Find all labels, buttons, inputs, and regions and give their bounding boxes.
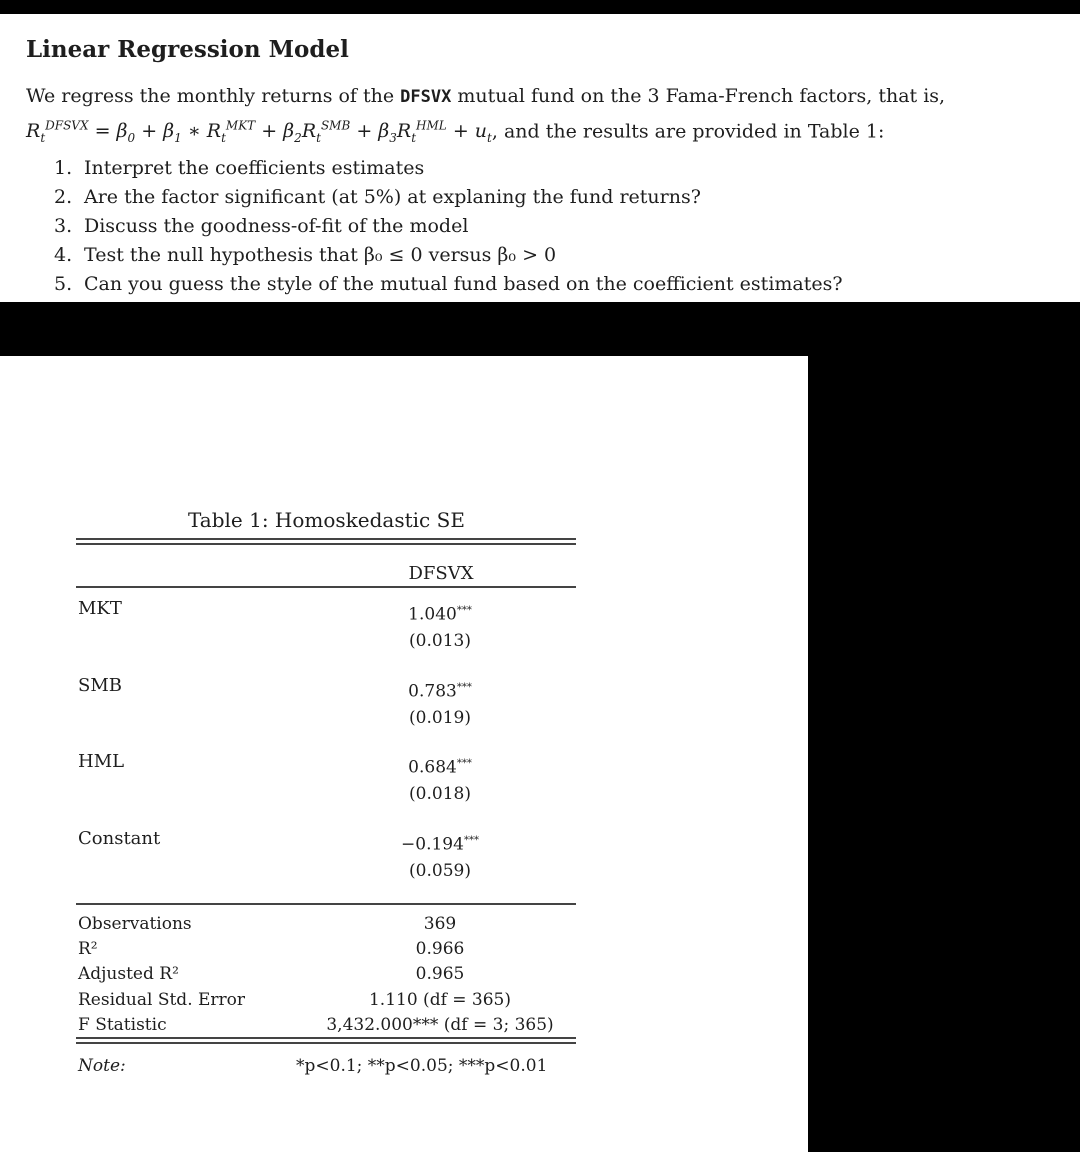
row-label-hml: HML xyxy=(78,751,125,772)
list-item: 2. Are the factor significant (at 5%) at explaning the fund returns? xyxy=(54,186,701,208)
significance-note: *p<0.1; **p<0.05; ***p<0.01 xyxy=(296,1056,548,1076)
table-bottom-rule xyxy=(76,1042,576,1044)
list-item: 3. Discuss the goodness-of-fit of the model xyxy=(54,215,469,237)
stat-label: F Statistic xyxy=(78,1015,167,1035)
stats-rule xyxy=(76,903,576,905)
table-bottom-rule xyxy=(76,1037,576,1039)
stat-label: Observations xyxy=(78,914,192,934)
stat-value: 0.966 xyxy=(415,939,465,959)
row-label-mkt: MKT xyxy=(78,598,122,619)
note-label: Note: xyxy=(78,1056,126,1076)
list-item: 1. Interpret the coefficients estimates xyxy=(54,157,425,179)
list-item: 5. Can you guess the style of the mutual fund based on the coefficient estimates? xyxy=(54,273,843,295)
list-item: 4. Test the null hypothesis that β₀ ≤ 0 versus β₀ > 0 xyxy=(54,244,557,266)
table-top-rule xyxy=(76,538,576,540)
section-heading: Linear Regression Model xyxy=(26,36,349,63)
row-label-constant: Constant xyxy=(78,828,161,849)
header-rule xyxy=(76,586,576,588)
stat-value: 3,432.000*** (df = 3; 365) xyxy=(326,1015,554,1035)
coef-mkt: 1.040*** (0.013) xyxy=(408,604,472,651)
stat-label: R² xyxy=(78,939,98,959)
stat-label: Adjusted R² xyxy=(78,964,179,984)
coef-smb: 0.783*** (0.019) xyxy=(408,681,472,728)
coef-hml: 0.684*** (0.018) xyxy=(408,757,472,804)
regression-equation: $R_t^{DFSVX} = \beta_0 + \beta_1$ ∗ $R_t^{MKT} + \beta_2R_t^{SMB} + \beta_3R_t^{HML} + u_t$ xyxy=(26,119,492,146)
stat-value: 1.110 (df = 365) xyxy=(368,990,511,1010)
question-intro: We regress the monthly returns of the DFSVX mutual fund on the 3 Fama-French factors, that is, $R_t^{DFSVX} = \beta_0 + \beta_1$ ∗ $R_t^{MKT} + \beta_2R_t^{SMB} + \beta_3R_t^{HML} + u_t$, and the results are provided in Table 1: xyxy=(26,85,946,146)
stat-value: 0.965 xyxy=(415,964,465,984)
table-caption: Table 1: Homoskedastic SE xyxy=(188,508,465,532)
fund-code: DFSVX xyxy=(400,87,452,107)
stat-value: 369 xyxy=(423,914,457,934)
regression-table-panel xyxy=(0,356,808,1152)
table-top-rule xyxy=(76,543,576,545)
coef-constant: −0.194*** (0.059) xyxy=(401,834,479,881)
row-label-smb: SMB xyxy=(78,675,122,696)
question-list xyxy=(54,154,843,299)
stat-label: Residual Std. Error xyxy=(78,990,246,1010)
column-header: DFSVX xyxy=(408,563,474,584)
question-panel xyxy=(0,14,1080,302)
